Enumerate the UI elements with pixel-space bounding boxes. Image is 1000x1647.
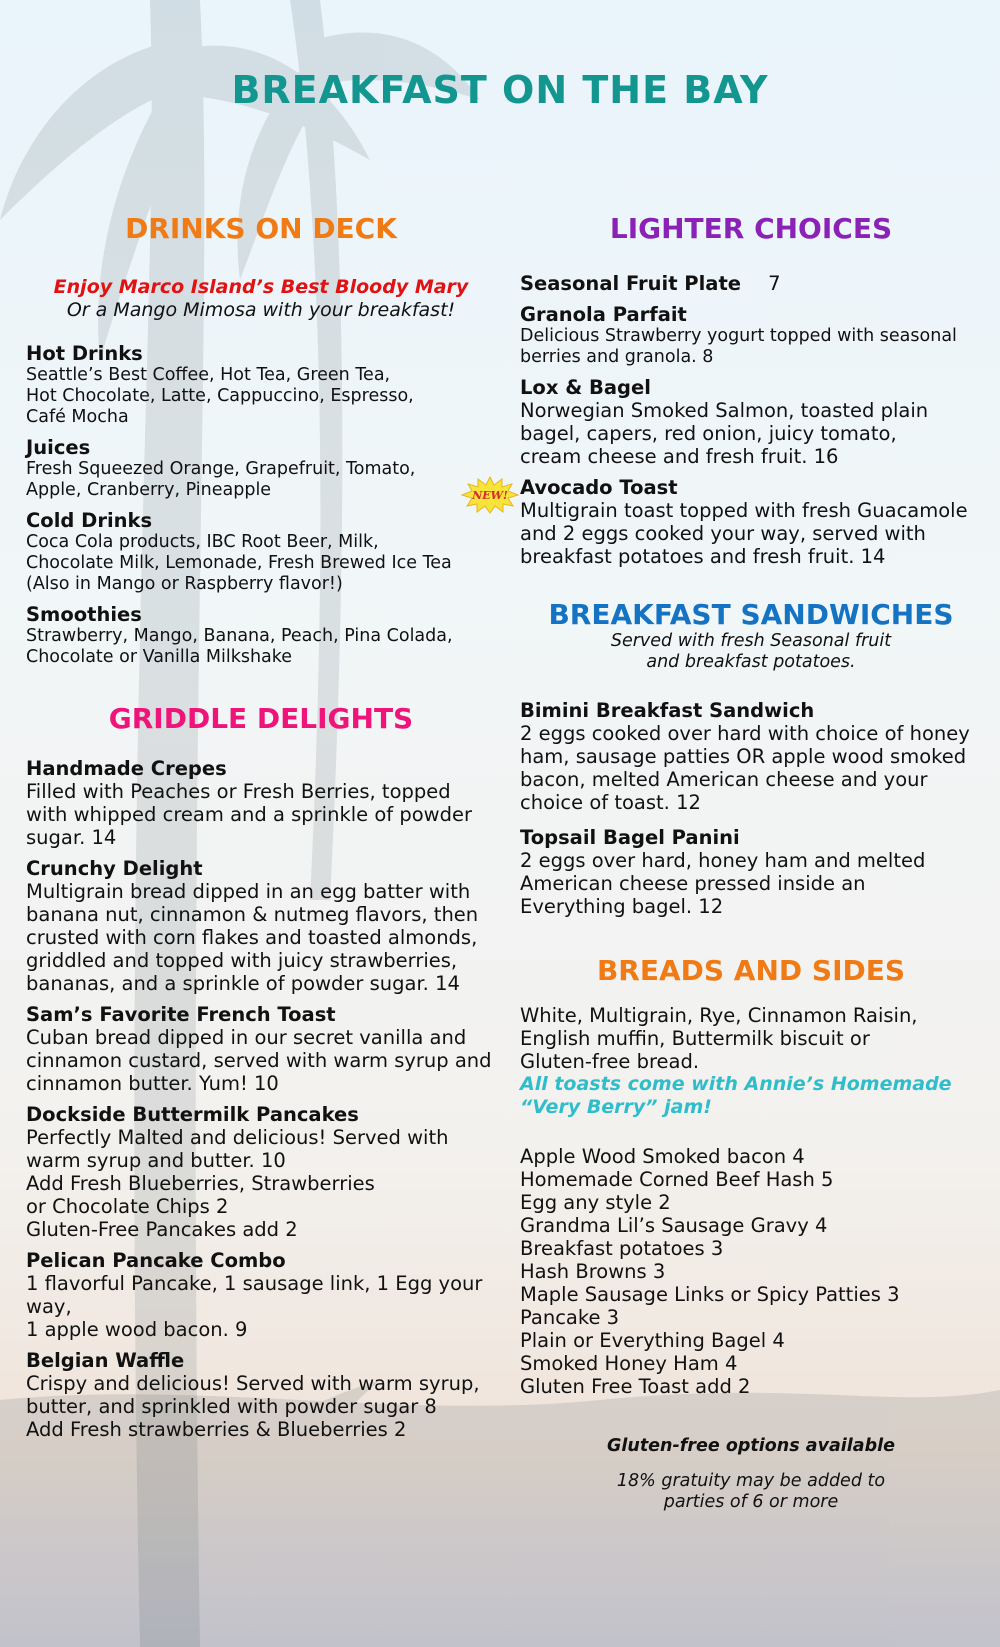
item-name: Belgian Waffle — [26, 1349, 185, 1373]
item-description: Multigrain toast topped with fresh Guacamole and 2 eggs cooked your way, served with breakfast potatoes and fresh fruit. 14 — [520, 498, 968, 568]
lighter-list — [520, 272, 982, 568]
sandwiches-heading: BREAKFAST SANDWICHES — [548, 597, 954, 631]
sandwiches-list — [520, 699, 982, 918]
sandwiches-note: Served with fresh Seasonal fruit and breakfast potatoes. — [610, 631, 892, 673]
list-item: Apple Wood Smoked bacon 4 — [520, 1144, 805, 1168]
lighter-heading: LIGHTER CHOICES — [609, 212, 893, 245]
item-description: Perfectly Malted and delicious! Served with warm syrup and butter. 10 Add Fresh Blueberries, Strawberries or Chocolate Chips 2 Gluten-Free Pancakes add 2 — [26, 1126, 449, 1242]
item-name: Topsail Bagel Panini — [520, 826, 740, 850]
item-name: Hot Drinks — [26, 341, 143, 365]
lighter-section — [520, 212, 982, 568]
menu-item — [26, 342, 496, 428]
menu-item — [26, 1249, 496, 1341]
sandwiches-section — [520, 598, 982, 919]
menu-item — [520, 303, 982, 368]
item-name: Lox & Bagel — [520, 375, 651, 399]
item-price: 7 — [768, 271, 781, 295]
item-description: Multigrain bread dipped in an egg batter with banana nut, cinnamon & nutmeg flavors, then crusted with corn flakes and toasted almonds, griddled and topped with juicy strawberries, bananas, and a sprinkle of powder sugar. 14 — [26, 880, 479, 996]
menu-item — [26, 436, 496, 501]
breads-heading: BREADS AND SIDES — [596, 954, 906, 988]
list-item: Smoked Honey Ham 4 — [520, 1351, 738, 1375]
new-badge-icon — [461, 476, 519, 514]
breads-description: White, Multigrain, Rye, Cinnamon Raisin, English muffin, Buttermilk biscuit or Gluten-free bread. — [520, 1003, 918, 1073]
left-column — [26, 212, 496, 1441]
jam-note: All toasts come with Annie’s Homemade “Very Berry” jam! — [520, 1072, 952, 1118]
menu-item — [26, 757, 496, 849]
list-item: Gluten Free Toast add 2 — [520, 1374, 751, 1398]
item-description: Strawberry, Mango, Banana, Peach, Pina Colada, Chocolate or Vanilla Milkshake — [26, 625, 453, 667]
item-name: Juices — [26, 435, 91, 459]
bloody-mary-promo: Enjoy Marco Island’s Best Bloody Mary — [53, 275, 469, 298]
item-name: Dockside Buttermilk Pancakes — [26, 1103, 359, 1127]
menu-title: BREAKFAST ON THE BAY — [231, 68, 769, 112]
list-item: Pancake 3 — [520, 1305, 620, 1329]
drinks-list — [26, 342, 496, 668]
item-name: Granola Parfait — [520, 302, 687, 326]
griddle-list — [26, 757, 496, 1441]
list-item: Maple Sausage Links or Spicy Patties 3 — [520, 1282, 900, 1306]
item-description: 2 eggs cooked over hard with choice of honey ham, sausage patties OR apple wood smoked bacon, melted American cheese and your choice of toast. 12 — [520, 722, 970, 815]
list-item: Grandma Lil’s Sausage Gravy 4 — [520, 1213, 828, 1237]
menu-item — [520, 476, 982, 568]
menu-item — [26, 603, 496, 668]
breads-section — [520, 954, 982, 1398]
item-name: Smoothies — [26, 602, 142, 626]
menu-item — [26, 1003, 496, 1095]
item-name: Seasonal Fruit Plate — [520, 271, 741, 295]
menu-item — [26, 509, 496, 595]
gluten-free-note: Gluten-free options available — [607, 1435, 895, 1456]
gratuity-note: 18% gratuity may be added to parties of 6 or more — [616, 1470, 886, 1512]
griddle-heading: GRIDDLE DELIGHTS — [108, 701, 414, 735]
item-description: 1 flavorful Pancake, 1 sausage link, 1 Egg your way, 1 apple wood bacon. 9 — [26, 1272, 483, 1342]
list-item: Plain or Everything Bagel 4 — [520, 1328, 785, 1352]
menu-item — [520, 699, 982, 814]
list-item: Breakfast potatoes 3 — [520, 1236, 724, 1260]
list-item: Hash Browns 3 — [520, 1259, 666, 1283]
menu-item — [26, 1103, 496, 1241]
menu-item — [26, 1349, 496, 1441]
item-description: Cuban bread dipped in our secret vanilla and cinnamon custard, served with warm syrup and cinnamon butter. Yum! 10 — [26, 1026, 492, 1096]
list-item: Homemade Corned Beef Hash 5 — [520, 1167, 834, 1191]
item-description: Crispy and delicious! Served with warm syrup, butter, and sprinkled with powder sugar 8 Add Fresh strawberries & Blueberries 2 — [26, 1372, 480, 1442]
item-name: Bimini Breakfast Sandwich — [520, 699, 815, 723]
item-name: Cold Drinks — [26, 508, 153, 532]
item-description: Delicious Strawberry yogurt topped with seasonal berries and granola. 8 — [520, 325, 957, 367]
menu-item — [520, 376, 982, 468]
footer — [520, 1436, 982, 1513]
item-description: Norwegian Smoked Salmon, toasted plain bagel, capers, red onion, juicy tomato, cream cheese and fresh fruit. 16 — [520, 398, 929, 468]
item-description: Coca Cola products, IBC Root Beer, Milk, Chocolate Milk, Lemonade, Fresh Brewed Ice Tea (Also in Mango or Raspberry flavor!) — [26, 531, 452, 594]
new-badge-label: NEW! — [472, 489, 508, 502]
item-name: Sam’s Favorite French Toast — [26, 1003, 336, 1027]
item-description: Fresh Squeezed Orange, Grapefruit, Tomato, Apple, Cranberry, Pineapple — [26, 458, 416, 500]
menu-item — [26, 857, 496, 995]
item-name: Avocado Toast — [520, 475, 678, 499]
drinks-section — [26, 212, 496, 668]
mimosa-promo: Or a Mango Mimosa with your breakfast! — [66, 298, 456, 321]
list-item: Egg any style 2 — [520, 1190, 671, 1214]
sides-list — [520, 1145, 982, 1398]
item-description: 2 eggs over hard, honey ham and melted American cheese pressed inside an Everything bagel. 12 — [520, 849, 926, 919]
item-description: Seattle’s Best Coffee, Hot Tea, Green Tea, Hot Chocolate, Latte, Cappuccino, Espresso, Café Mocha — [26, 364, 414, 427]
right-column — [520, 212, 982, 1513]
drinks-promo — [26, 276, 496, 322]
item-name: Crunchy Delight — [26, 857, 203, 881]
item-name: Handmade Crepes — [26, 757, 227, 781]
griddle-section — [26, 702, 496, 1442]
menu-item — [520, 272, 982, 295]
item-description: Filled with Peaches or Fresh Berries, topped with whipped cream and a sprinkle of powder sugar. 14 — [26, 780, 472, 850]
drinks-heading: DRINKS ON DECK — [125, 212, 397, 245]
item-name: Pelican Pancake Combo — [26, 1249, 286, 1273]
menu-item — [520, 826, 982, 918]
